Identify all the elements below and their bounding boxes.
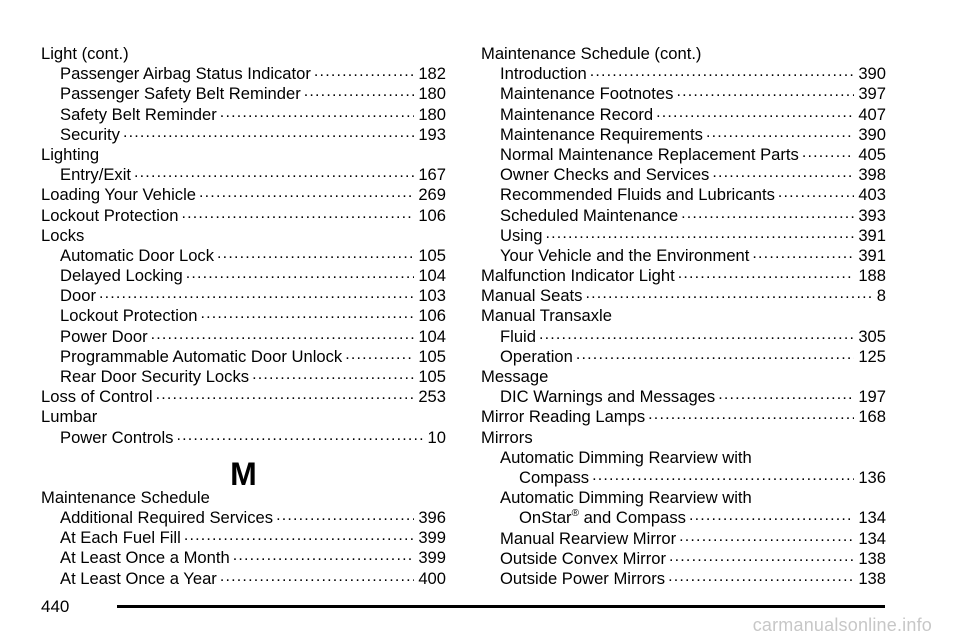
- index-entry: Loss of Control ..... 253: [41, 387, 446, 407]
- index-entry: Power Controls ..... 10: [41, 428, 446, 448]
- index-subheading: Automatic Dimming Rearview with: [500, 447, 752, 467]
- index-heading-message: Message: [481, 367, 549, 386]
- index-entry: Using ..... 391: [481, 226, 886, 246]
- index-entry: Manual Seats ..... 8: [481, 286, 886, 306]
- index-entry: Recommended Fluids and Lubricants ..... 403: [481, 185, 886, 205]
- index-entry: Lockout Protection ..... 106: [41, 306, 446, 326]
- watermark: carmanualsonline.info: [752, 615, 932, 635]
- index-entry: Maintenance Footnotes ..... 397: [481, 84, 886, 104]
- footer-rule: [117, 605, 885, 608]
- index-entry: Normal Maintenance Replacement Parts ..... 405: [481, 145, 886, 165]
- page-number: 440: [41, 597, 70, 616]
- index-entry: Manual Rearview Mirror ..... 134: [481, 529, 886, 549]
- index-entry: Door ..... 103: [41, 286, 446, 306]
- index-entry: At Each Fuel Fill ..... 399: [41, 528, 446, 548]
- index-heading-light: Light (cont.): [41, 44, 129, 63]
- onstar-text: OnStar: [519, 508, 572, 528]
- index-entry: Passenger Safety Belt Reminder ..... 180: [41, 84, 446, 104]
- index-entry: Programmable Automatic Door Unlock ..... 105: [41, 347, 446, 367]
- index-entry: Lockout Protection ..... 106: [41, 206, 446, 226]
- index-entry: At Least Once a Month ..... 399: [41, 548, 446, 568]
- index-entry: Outside Power Mirrors ..... 138: [481, 569, 886, 589]
- index-entry: Rear Door Security Locks ..... 105: [41, 367, 446, 387]
- index-entry: Scheduled Maintenance ..... 393: [481, 206, 886, 226]
- index-entry: Introduction ..... 390: [481, 64, 886, 84]
- index-entry: Mirror Reading Lamps ..... 168: [481, 407, 886, 427]
- index-entry: Power Door ..... 104: [41, 327, 446, 347]
- index-column-left: [41, 44, 446, 589]
- index-entry: DIC Warnings and Messages ..... 197: [481, 387, 886, 407]
- index-entry: Entry/Exit ..... 167: [41, 165, 446, 185]
- index-entry: At Least Once a Year ..... 400: [41, 569, 446, 589]
- index-entry: Delayed Locking ..... 104: [41, 266, 446, 286]
- index-heading-maintenance: Maintenance Schedule: [41, 487, 210, 507]
- index-column-right: [481, 44, 886, 589]
- index-entry: Passenger Airbag Status Indicator ..... 182: [41, 64, 446, 84]
- index-entry: Safety Belt Reminder ..... 180: [41, 105, 446, 125]
- index-entry: Your Vehicle and the Environment ..... 391: [481, 246, 886, 266]
- index-heading-mirrors: Mirrors: [481, 427, 533, 447]
- index-subheading: Automatic Dimming Rearview with: [500, 488, 752, 508]
- index-entry: Compass ..... 136: [481, 468, 886, 488]
- registered-mark: ®: [571, 507, 579, 519]
- index-entry: Loading Your Vehicle ..... 269: [41, 185, 446, 205]
- index-entry: Malfunction Indicator Light ..... 188: [481, 266, 886, 286]
- index-heading-maintenance-cont: Maintenance Schedule (cont.): [481, 44, 702, 63]
- section-letter: M: [230, 455, 257, 492]
- index-entry: Outside Convex Mirror ..... 138: [481, 549, 886, 569]
- index-heading-locks: Locks: [41, 225, 85, 245]
- index-entry: Fluid ..... 305: [481, 327, 886, 347]
- index-heading-transaxle: Manual Transaxle: [481, 306, 612, 326]
- index-entry: Maintenance Record ..... 407: [481, 105, 886, 125]
- index-entry: Automatic Door Lock ..... 105: [41, 246, 446, 266]
- index-entry: Security ..... 193: [41, 125, 446, 145]
- index-entry: Operation ..... 125: [481, 347, 886, 367]
- index-heading-lumbar: Lumbar: [41, 407, 98, 427]
- index-entry: Maintenance Requirements ..... 390: [481, 125, 886, 145]
- index-entry: Owner Checks and Services ..... 398: [481, 165, 886, 185]
- index-entry: Additional Required Services ..... 396: [41, 508, 446, 528]
- index-heading-lighting: Lighting: [41, 144, 100, 164]
- index-entry: OnStar® and Compass ..... 134: [481, 508, 886, 528]
